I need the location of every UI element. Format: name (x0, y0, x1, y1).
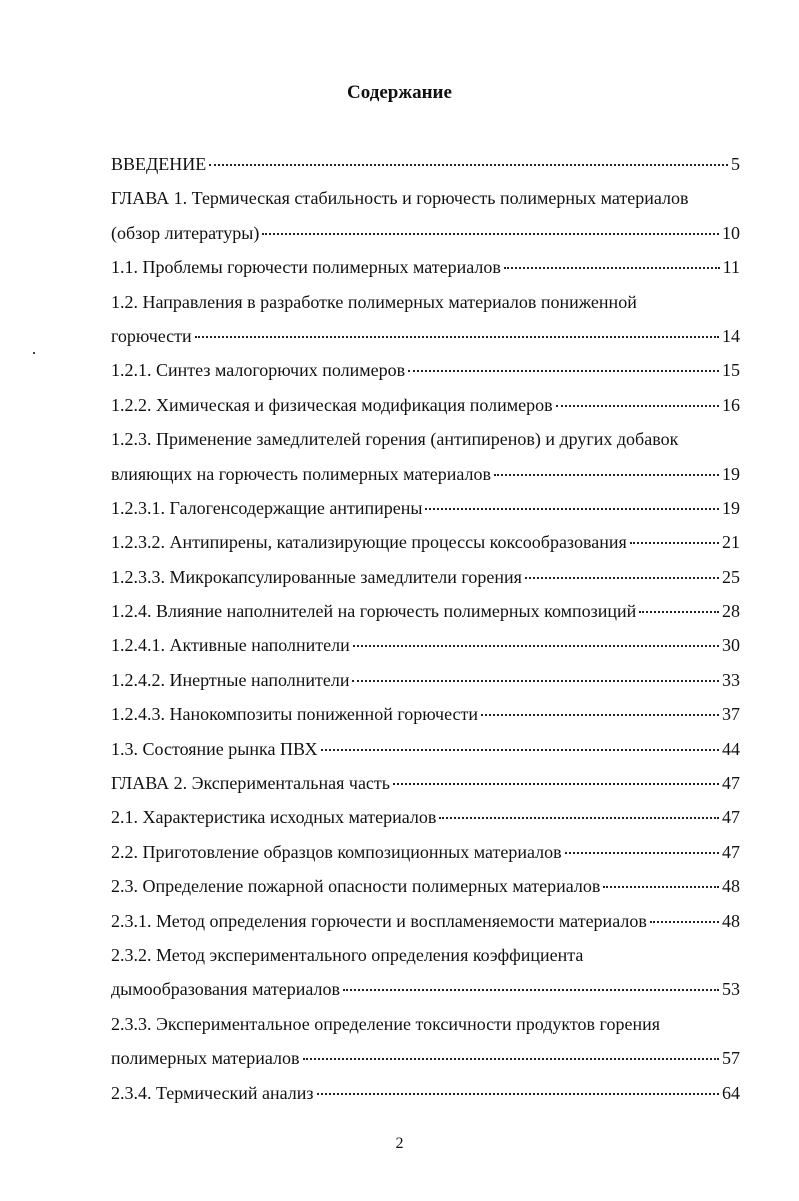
toc-entry-page: 19 (722, 497, 740, 518)
toc-entry[interactable] (111, 1041, 740, 1075)
dot-leader (209, 163, 728, 166)
toc-entry[interactable] (111, 869, 740, 903)
toc-entry-page: 30 (722, 635, 740, 656)
dot-leader (317, 1092, 719, 1095)
toc-entry-lead-line (111, 938, 740, 972)
toc-entry-page: 64 (722, 1082, 740, 1103)
toc-entry-title: 2.3.1. Метод определения горючести и воспламеняемости материалов (111, 910, 647, 931)
dot-leader (650, 920, 719, 923)
toc-entry-page: 15 (722, 360, 740, 381)
toc-entry-title-lead: 2.3.3. Экспериментальное определение токсичности продуктов горения (111, 1013, 661, 1034)
dot-leader (408, 369, 719, 372)
toc-entry-title-lead: 1.2. Направления в разработке полимерных материалов пониженной (111, 291, 637, 312)
toc-entry[interactable] (111, 147, 740, 181)
toc-entry[interactable] (111, 216, 740, 250)
toc-entry[interactable] (111, 250, 740, 284)
dot-leader (556, 404, 719, 407)
toc-entry-title: 2.3.4. Термический анализ (111, 1082, 314, 1103)
toc-entry-page: 53 (722, 979, 740, 1000)
toc-entry[interactable] (111, 835, 740, 869)
toc-entry[interactable] (111, 525, 740, 559)
table-of-contents (111, 147, 740, 1110)
toc-entry-page: 11 (722, 257, 740, 278)
toc-entry-lead-line (111, 285, 740, 319)
toc-entry-page: 14 (722, 325, 740, 346)
dot-leader (425, 507, 719, 510)
dot-leader (603, 885, 719, 888)
dot-leader (195, 335, 719, 338)
dot-leader (321, 748, 719, 751)
dot-leader (343, 988, 719, 991)
dot-leader (639, 610, 719, 613)
toc-entry-title: ВВЕДЕНИЕ (111, 154, 207, 174)
toc-entry-title: 2.2. Приготовление образцов композиционных материалов (111, 841, 562, 862)
toc-entry-title: 1.2.4.2. Инертные наполнители (111, 669, 350, 690)
dot-leader (352, 679, 719, 682)
dot-leader (504, 266, 720, 269)
toc-entry-lead-line (111, 181, 740, 215)
toc-entry[interactable] (111, 663, 740, 697)
toc-entry-title: 1.2.4. Влияние наполнителей на горючесть полимерных композиций (111, 601, 637, 622)
toc-entry-title: (обзор литературы) (111, 222, 260, 243)
toc-entry-title: влияющих на горючесть полимерных материалов (111, 463, 491, 484)
toc-entry-page: 19 (722, 463, 740, 484)
toc-entry-title-lead: ГЛАВА 1. Термическая стабильность и горючесть полимерных материалов (111, 188, 689, 209)
toc-entry[interactable] (111, 491, 740, 525)
toc-entry-title: 1.1. Проблемы горючести полимерных материалов (111, 257, 501, 278)
toc-entry-page: 47 (722, 807, 740, 828)
toc-entry-page: 16 (722, 394, 740, 415)
toc-entry-lead-line (111, 422, 740, 456)
toc-entry[interactable] (111, 560, 740, 594)
dot-leader (439, 816, 719, 819)
toc-entry[interactable] (111, 732, 740, 766)
toc-entry-title: 1.2.1. Синтез малогорючих полимеров (111, 360, 406, 381)
toc-entry-title: 1.2.3.1. Галогенсодержащие антипирены (111, 497, 423, 518)
toc-entry[interactable] (111, 457, 740, 491)
toc-entry-page: 48 (722, 910, 740, 931)
toc-entry-title: дымообразования материалов (111, 979, 340, 1000)
dot-leader (525, 576, 719, 579)
page-title: Содержание (347, 82, 452, 103)
toc-entry[interactable] (111, 766, 740, 800)
toc-entry-page: 10 (722, 222, 740, 243)
toc-entry-title-lead: 1.2.3. Применение замедлителей горения (антипиренов) и других добавок (111, 429, 679, 450)
toc-entry[interactable] (111, 697, 740, 731)
toc-entry-page: 5 (731, 154, 740, 174)
toc-entry[interactable] (111, 972, 740, 1006)
toc-entry-page: 25 (722, 566, 740, 587)
toc-entry-title: 1.2.3.2. Антипирены, катализирующие процессы коксообразования (111, 532, 627, 553)
toc-entry[interactable] (111, 628, 740, 662)
toc-entry-lead-line (111, 1007, 740, 1041)
toc-entry-title: 2.1. Характеристика исходных материалов (111, 807, 437, 828)
toc-entry[interactable] (111, 388, 740, 422)
toc-entry-title: 1.2.3.3. Микрокапсулированные замедлители горения (111, 566, 522, 587)
toc-entry-title: 1.2.2. Химическая и физическая модификация полимеров (111, 394, 553, 415)
toc-entry-page: 44 (722, 738, 740, 759)
page-number: 2 (395, 1135, 404, 1152)
toc-entry[interactable] (111, 353, 740, 387)
toc-entry-title: 2.3. Определение пожарной опасности полимерных материалов (111, 876, 601, 897)
toc-entry[interactable] (111, 1076, 740, 1110)
toc-entry-page: 48 (722, 876, 740, 897)
toc-entry-title: полимерных материалов (111, 1048, 300, 1069)
dot-leader (481, 713, 719, 716)
toc-entry-page: 33 (722, 669, 740, 690)
toc-entry-title: 1.2.4.1. Активные наполнители (111, 635, 350, 656)
toc-entry-page: 47 (722, 841, 740, 862)
toc-entry-page: 47 (722, 773, 740, 794)
dot-leader (353, 644, 719, 647)
toc-entry-title: ГЛАВА 2. Экспериментальная часть (111, 773, 390, 794)
toc-entry-page: 28 (722, 601, 740, 622)
toc-entry-page: 37 (722, 704, 740, 725)
toc-entry-page: 21 (722, 532, 740, 553)
dot-leader (494, 473, 719, 476)
toc-entry-page: 57 (722, 1048, 740, 1069)
toc-entry-title: 1.2.4.3. Нанокомпозиты пониженной горючести (111, 704, 478, 725)
toc-entry[interactable] (111, 319, 740, 353)
toc-entry[interactable] (111, 800, 740, 834)
dot-leader (393, 782, 719, 785)
toc-entry[interactable] (111, 594, 740, 628)
dot-leader (565, 851, 719, 854)
toc-entry-title: 1.3. Состояние рынка ПВХ (111, 738, 318, 759)
toc-entry-title: горючести (111, 325, 192, 346)
scan-speck (33, 352, 35, 354)
dot-leader (262, 232, 719, 235)
toc-entry-title-lead: 2.3.2. Метод экспериментального определения коэффициента (111, 944, 584, 965)
toc-entry[interactable] (111, 904, 740, 938)
dot-leader (303, 1057, 719, 1060)
dot-leader (630, 541, 719, 544)
